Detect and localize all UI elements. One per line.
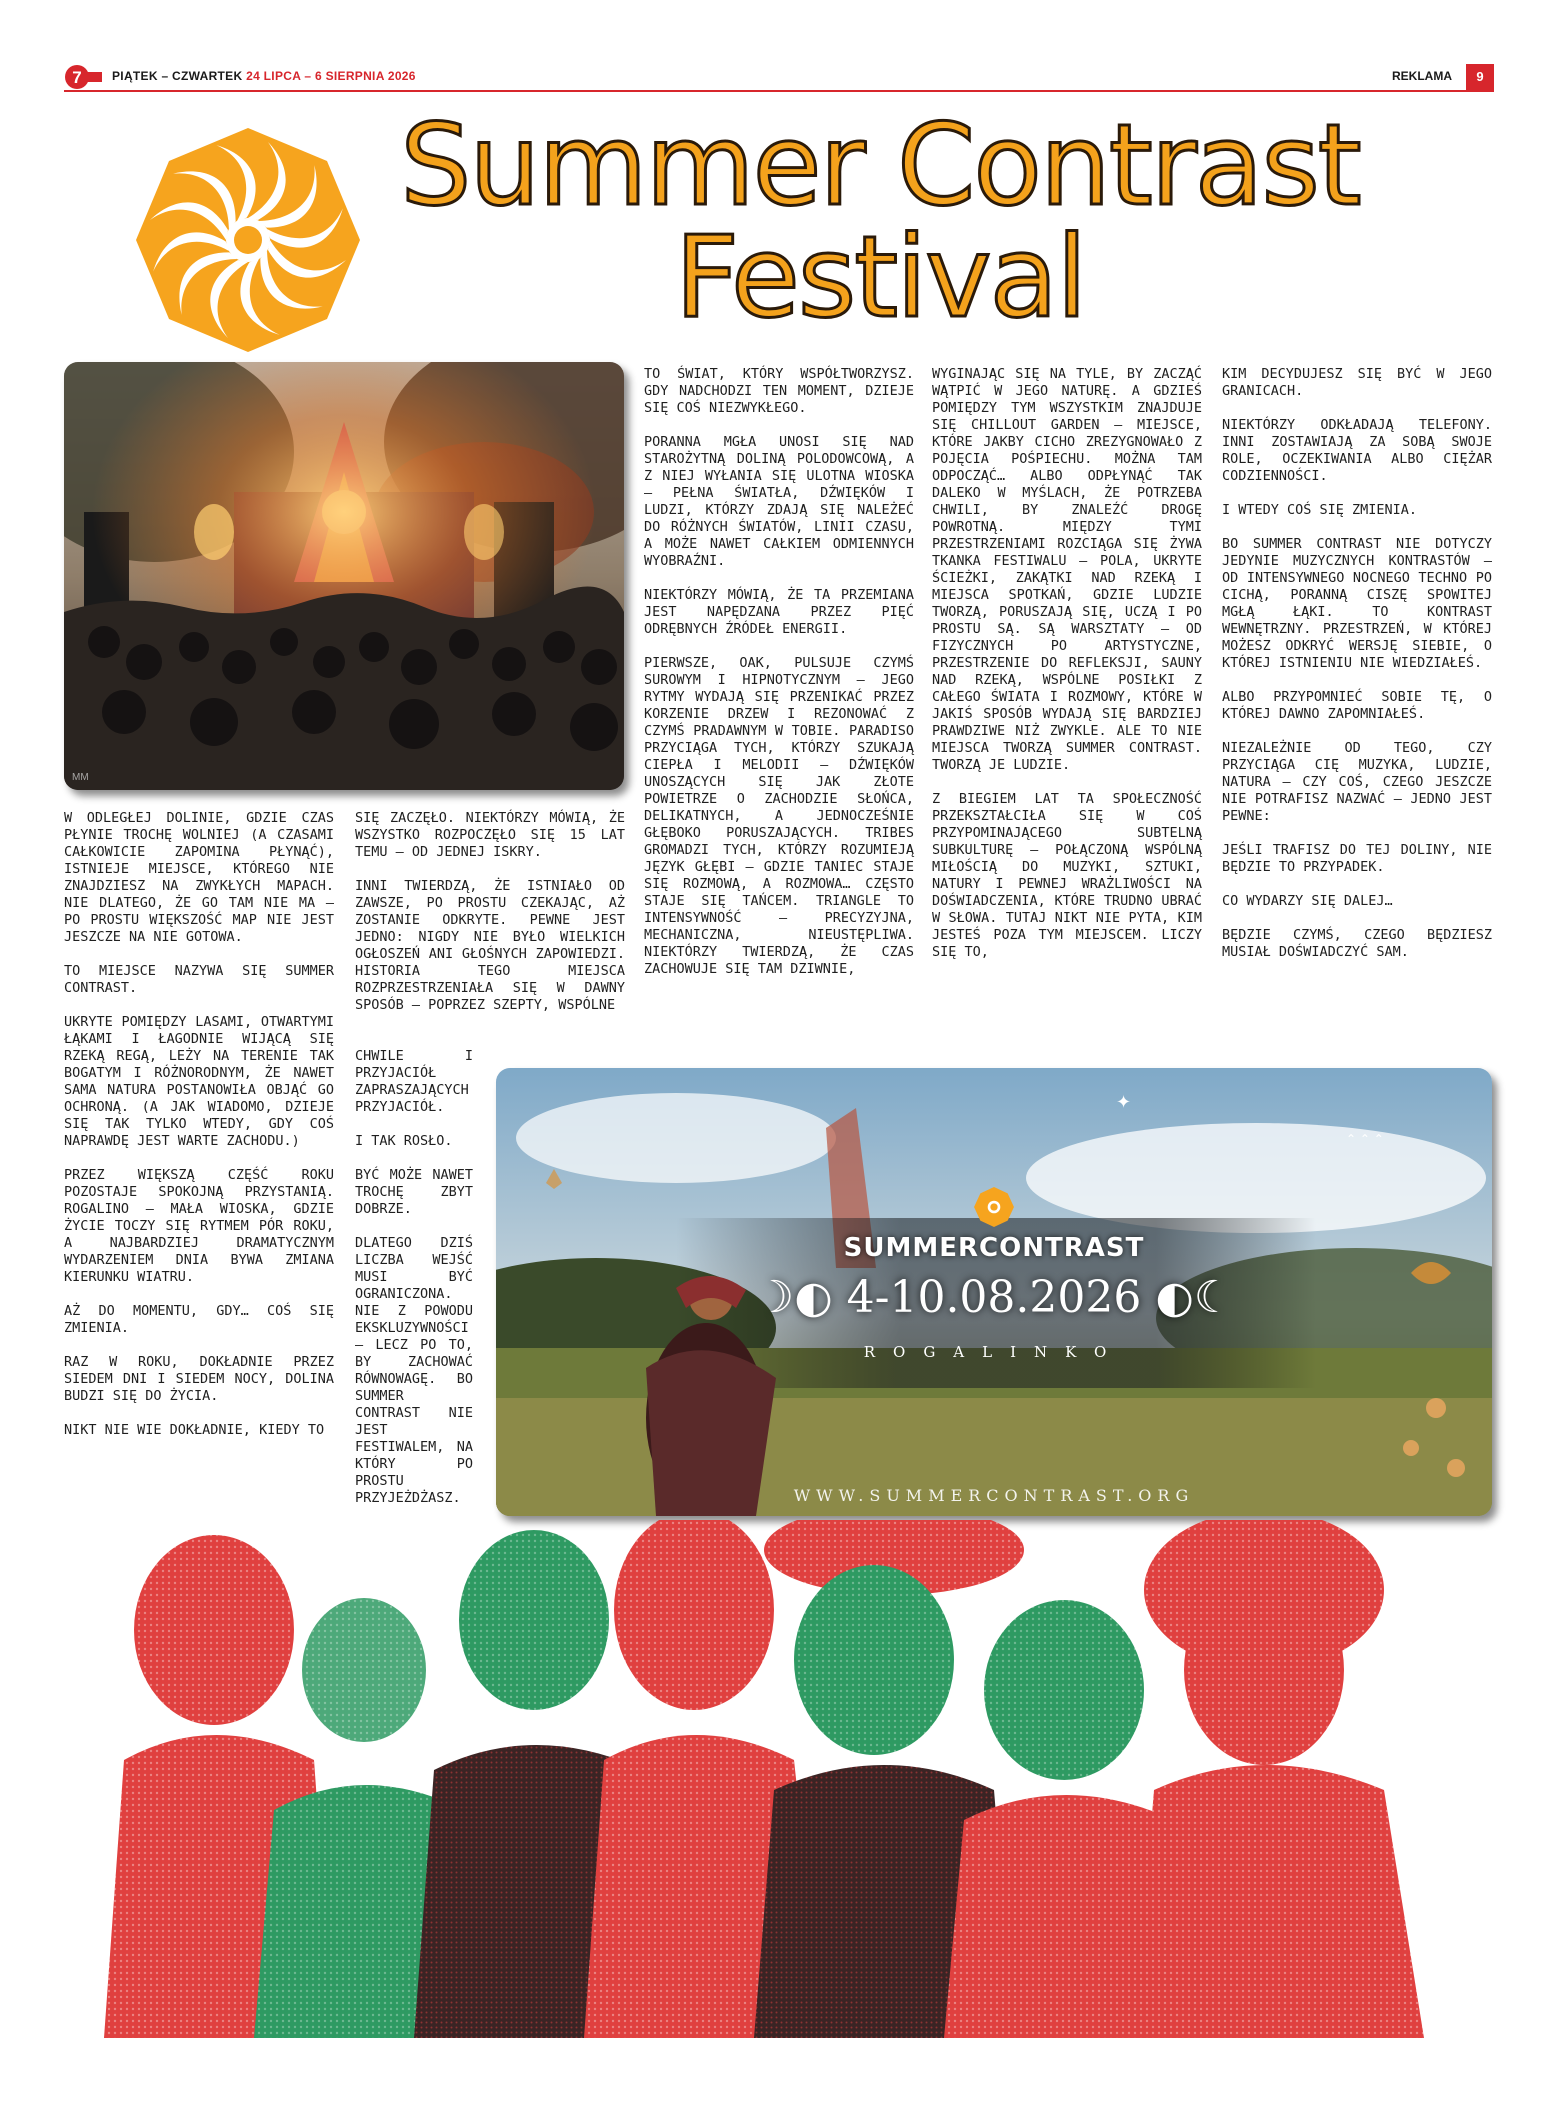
title-line-2: Festival [674,213,1086,343]
title-line-1: Summer Contrast [400,101,1360,231]
header-divider [64,90,1494,92]
paragraph: W ODLEGŁEJ DOLINIE, GDZIE CZAS PŁYNIE TROCHĘ WOLNIEJ (A CZASAMI CAŁKOWICIE ZAPOMINA PŁYNĄĆ), ISTNIEJE MIEJSCE, KTÓREGO NIE ZNAJDZIESZ NA ZWYKŁYCH MAPACH. NIE DLATEGO, ŻE GO TAM NIE MA — PO PROSTU WIĘKSZOŚĆ MAP NIE JEST JESZCZE NA NIE GOTOWA. [64,810,334,945]
article-column-5 [1222,366,1492,978]
festival-banner [496,1068,1492,1516]
paragraph: BĘDZIE CZYMŚ, CZEGO BĘDZIESZ MUSIAŁ DOŚWIADCZYĆ SAM. [1222,927,1492,960]
section-label: REKLAMA [1392,69,1452,83]
article-column-1 [64,810,334,1456]
paragraph: NIEKTÓRZY ODKŁADAJĄ TELEFONY. INNI ZOSTAWIAJĄ ZA SOBĄ SWOJE ROLE, OCZEKIWANIA ALBO CIĘŻAR CODZIENNOŚCI. [1222,417,1492,484]
photo-credit: MM [72,772,89,783]
paragraph: INNI TWIERDZĄ, ŻE ISTNIAŁO OD ZAWSZE, PO PROSTU CZEKAJĄC, AŻ ZOSTANIE ODKRYTE. PEWNE JEST JEDNO: NIGDY NIE BYŁO WIELKICH OGŁOSZEŃ ANI GŁOŚNYCH ZAPOWIEDZI. HISTORIA TEGO MIEJSCA ROZPRZESTRZENIAŁA SIĘ W DAWNY SPOSÓB — POPRZEZ SZEPTY, WSPÓLNE [355,878,625,1013]
banner-dates [496,1272,1492,1323]
paragraph: JEŚLI TRAFISZ DO TEJ DOLINY, NIE BĘDZIE TO PRZYPADEK. [1222,842,1492,875]
paragraph: NIEZALEŻNIE OD TEGO, CZY PRZYCIĄGA CIĘ MUZYKA, LUDZIE, NATURA — CZY COŚ, CZEGO JESZCZE NIE POTRAFISZ NAZWAĆ — JEDNO JEST PEWNE: [1222,740,1492,824]
svg-text:✦: ✦ [1116,1092,1132,1113]
paragraph: AŻ DO MOMENTU, GDY… COŚ SIĘ ZMIENIA. [64,1303,334,1336]
paragraph: NIKT NIE WIE DOKŁADNIE, KIEDY TO [64,1422,325,1438]
paragraph: BO SUMMER CONTRAST NIE DOTYCZY JEDYNIE MUZYCZNYCH KONTRASTÓW — OD INTENSYWNEGO NOCNEGO TECHNO PO CICHĄ, PORANNĄ CISZĘ SPOWITEJ MGŁĄ ŁĄKI. TO KONTRAST WEWNĘTRZNY. PRZESTRZEŃ, W KTÓREJ MOŻESZ ODKRYĆ WERSJĘ SIEBIE, O KTÓREJ ISTNIENIU NIE WIEDZIAŁEŚ. [1222,536,1492,671]
issue-dates: 24 LIPCA – 6 SIERPNIA 2026 [246,69,416,83]
banner-brand-name: SUMMERCONTRAST [843,1233,1145,1263]
page-title [380,101,1380,343]
page-number: 9 [1466,64,1494,90]
paragraph: CO WYDARZY SIĘ DALEJ… [1222,893,1393,909]
banner-website: WWW.SUMMERCONTRAST.ORG [793,1486,1195,1505]
svg-text:⌃ ⌃ ⌃: ⌃ ⌃ ⌃ [1346,1132,1384,1146]
paragraph: ALBO PRZYPOMNIEĆ SOBIE TĘ, O KTÓREJ DAWNO ZAPOMNIAŁEŚ. [1222,689,1492,722]
paragraph: PIERWSZE, OAK, PULSUJE CZYMŚ SUROWYM I HIPNOTYCZNYM — JEGO RYTMY WYDAJĄ SIĘ PRZENIKAĆ PRZEZ KORZENIE DRZEW I REZONOWAĆ Z CZYMŚ PRADAWNYM W TOBIE. PARADISO PRZYCIĄGA TYCH, KTÓRZY SZUKAJĄ CIEPŁA I MELODII — DŹWIĘKÓW UNOSZĄCYCH SIĘ JAK ZŁOTE POWIETRZE O ZACHODZIE SŁOŃCA, DELIKATNYCH, A JEDNOCZEŚNIE GŁĘBOKO PORUSZAJĄCYCH. TRIBES GROMADZI TYCH, KTÓRZY ROZUMIEJĄ JĘZYK GŁĘBI — GDZIE TANIEC STAJE SIĘ ROZMOWĄ, A ROZMOWA… CZĘSTO STAJE SIĘ TAŃCEM. TRIANGLE TO INTENSYWNOŚĆ — PRECYZYJNA, MECHANICZNA, NIEUSTĘPLIWA. NIEKTÓRZY TWIERDZĄ, ŻE CZAS ZACHOWUJE SIĘ TAM DZIWNIE, [644,655,914,977]
article-column-3 [644,366,914,995]
paragraph: I TAK ROSŁO. [355,1133,453,1149]
svg-text:7: 7 [72,68,82,87]
paragraph: RAZ W ROKU, DOKŁADNIE PRZEZ SIEDEM DNI I SIEDEM NOCY, DOLINA BUDZI SIĘ DO ŻYCIA. [64,1354,334,1404]
paragraph: UKRYTE POMIĘDZY LASAMI, OTWARTYMI ŁĄKAMI I ŁAGODNIE WIJĄCĄ SIĘ RZEKĄ REGĄ, LEŻY NA TERENIE TAK BOGATYM I RÓŻNORODNYM, ŻE NAWET SAMA NATURA POSTANOWIŁA OBJĄĆ GO OCHRONĄ. (A JAK WIADOMO, DZIEJE SIĘ TAK TYLKO WTEDY, GDY COŚ NAPRAWDĘ JEST WARTE ZACHODU.) [64,1014,334,1149]
moon-phase-right-icon: ◐☾ [1155,1272,1234,1323]
paragraph: NIEKTÓRZY MÓWIĄ, ŻE TA PRZEMIANA JEST NAPĘDZANA PRZEZ PIĘĆ ODRĘBNYCH ŹRÓDEŁ ENERGII. [644,587,914,637]
paragraph: PRZEZ WIĘKSZĄ CZĘŚĆ ROKU POZOSTAJE SPOKOJNĄ PRZYSTANIĄ. ROGALINO — MAŁA WIOSKA, GDZIE ŻYCIE TOCZY SIĘ RYTMEM PÓR ROKU, A NAJBARDZIEJ DRAMATYCZNYM WYDARZENIEM DNIA BYWA ZMIANA KIERUNKU WIATRU. [64,1167,334,1285]
article-column-4 [932,366,1202,978]
paragraph: SIĘ ZACZĘŁO. NIEKTÓRZY MÓWIĄ, ŻE WSZYSTKO ROZPOCZĘŁO SIĘ 15 LAT TEMU — OD JEDNEJ ISKRY. [355,810,625,860]
banner-date-value: 4-10.08.2026 [846,1272,1142,1323]
paragraph: KIM DECYDUJESZ SIĘ BYĆ W JEGO GRANICACH. [1222,366,1492,399]
festival-stage-photo [64,362,624,790]
banner-location: ROGALINKO [863,1343,1125,1361]
paragraph: BYĆ MOŻE NAWET TROCHĘ ZBYT DOBRZE. [355,1167,473,1217]
paragraph: I WTEDY COŚ SIĘ ZMIENIA. [1222,502,1418,518]
paragraph: CHWILE I PRZYJACIÓŁ ZAPRASZAJĄCYCH PRZYJACIÓŁ. [355,1048,473,1115]
issue-days: PIĄTEK – CZWARTEK [112,69,243,83]
sun-logo-icon [128,120,368,360]
paragraph: PORANNA MGŁA UNOSI SIĘ NAD STAROŻYTNĄ DOLINĄ POLODOWCOWĄ, A Z NIEJ WYŁANIA SIĘ ULOTNA WIOSKA — PEŁNA ŚWIATŁA, DŹWIĘKÓW I LUDZI, KTÓRZY ZDAJĄ SIĘ NALEŻEĆ DO RÓŻNYCH ŚWIATÓW, LINII CZASU, A MOŻE NAWET CAŁKIEM ODMIENNYCH WYOBRAŹNI. [644,434,914,569]
article-column-2-top [355,810,625,1014]
issue-date-range [112,69,416,83]
banner-sun-logo-icon [973,1186,1015,1228]
article-column-2-bottom [355,1048,473,1524]
moon-phase-left-icon: ☽◐ [754,1272,833,1323]
brand-7-logo-icon [64,64,104,90]
paragraph: TO ŚWIAT, KTÓRY WSPÓŁTWORZYSZ. GDY NADCHODZI TEN MOMENT, DZIEJE SIĘ COŚ NIEZWYKŁEGO. [644,366,914,416]
people-halftone-illustration [64,1520,1494,2038]
paragraph: Z BIEGIEM LAT TA SPOŁECZNOŚĆ PRZEKSZTAŁCIŁA SIĘ W COŚ PRZYPOMINAJĄCEGO SUBTELNĄ SUBKULTURĘ — POŁĄCZONĄ WSPÓLNĄ MIŁOŚCIĄ DO MUZYKI, SZTUKI, NATURY I PEWNEJ WRAŻLIWOŚCI NA DOŚWIADCZENIA, KTÓRE TRUDNO UBRAĆ W SŁOWA. TUTAJ NIKT NIE PYTA, KIM JESTEŚ POZA TYM MIEJSCEM. LICZY SIĘ TO, [932,791,1202,960]
paragraph: TO MIEJSCE NAZYWA SIĘ SUMMER CONTRAST. [64,963,334,996]
paragraph: WYGINAJĄC SIĘ NA TYLE, BY ZACZĄĆ WĄTPIĆ W JEGO NATURĘ. A GDZIEŚ POMIĘDZY TYM WSZYSTKIM ZNAJDUJE SIĘ CHILLOUT GARDEN — MIEJSCE, KTÓRE JAKBY CICHO ZREZYGNOWAŁO Z POJĘCIA POŚPIECHU. MOŻNA TAM ODPOCZĄĆ… ALBO ODPŁYNĄĆ TAK DALEKO W MYŚLACH, ŻE POTRZEBA CHWILI, BY ZNALEŹĆ DROGĘ POWROTNĄ. MIĘDZY TYMI PRZESTRZENIAMI ROZCIĄGA SIĘ ŻYWA TKANKA FESTIWALU — POLA, UKRYTE ŚCIEŻKI, ZAKĄTKI NAD RZEKĄ I MIEJSCA SPOTKAŃ, GDZIE LUDZIE TWORZĄ, PORUSZAJĄ SIĘ, UCZĄ I PO PROSTU SĄ. SĄ WARSZTATY — OD FIZYCZNYCH PO ARTYSTYCZNE, PRZESTRZENIE DO REFLEKSJI, SAUNY NAD RZEKĄ, WSPÓLNE POSIŁKI Z CAŁEGO ŚWIATA I ROZMOWY, KTÓRE W JAKIŚ SPOSÓB WYDAJĄ SIĘ BARDZIEJ PRAWDZIWE NIŻ ZWYKLE. ALE TO NIE MIEJSCA TWORZĄ SUMMER CONTRAST. TWORZĄ JE LUDZIE. [932,366,1202,773]
paragraph: DLATEGO DZIŚ LICZBA WEJŚĆ MUSI BYĆ OGRANICZONA. NIE Z POWODU EKSKLUZYWNOŚCI — LECZ PO TO, BY ZACHOWAĆ RÓWNOWAGĘ. BO SUMMER CONTRAST NIE JEST FESTIWALEM, NA KTÓRY PO PROSTU PRZYJEŻDŻASZ. [355,1235,473,1506]
